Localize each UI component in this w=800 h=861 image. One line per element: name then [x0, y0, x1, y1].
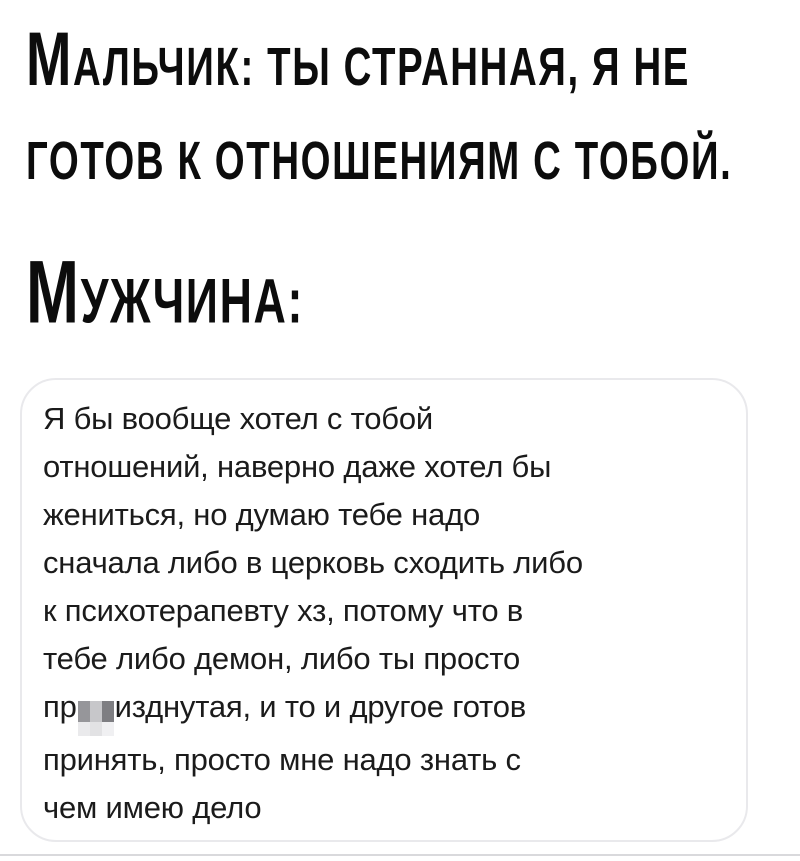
bubble-line-2: отношений, наверно даже хотел бы: [43, 449, 552, 484]
bubble-line-4: сначала либо в церковь сходить либо: [43, 545, 583, 580]
censored-word-suffix: изднутая, и то и другое готов: [114, 689, 527, 724]
headline-boy-line1: МАЛЬЧИК: ТЫ СТРАННАЯ, Я НЕ: [26, 16, 691, 102]
chat-message-bubble: [20, 378, 748, 842]
bubble-line-7-censored: [43, 683, 726, 736]
bottom-divider-line: [0, 854, 800, 856]
censor-pixelation-block: [78, 701, 114, 736]
bubble-line-5: к психотерапевту хз, потому что в: [43, 593, 524, 628]
bubble-line-1: Я бы вообще хотел с тобой: [43, 401, 434, 436]
headline-man-label: МУЖЧИНА:: [26, 241, 305, 342]
bubble-line-8: принять, просто мне надо знать с: [43, 742, 521, 777]
headline-man: [26, 241, 305, 342]
headline-boy-line2: ГОТОВ К ОТНОШЕНИЯМ С ТОБОЙ.: [26, 131, 733, 192]
bubble-line-6: тебе либо демон, либо ты просто: [43, 641, 521, 676]
bubble-line-3: жениться, но думаю тебе надо: [43, 497, 480, 532]
bubble-line-9: чем имею дело: [43, 790, 262, 825]
censored-word-prefix: пр: [43, 689, 77, 724]
headline-boy: [26, 12, 732, 209]
